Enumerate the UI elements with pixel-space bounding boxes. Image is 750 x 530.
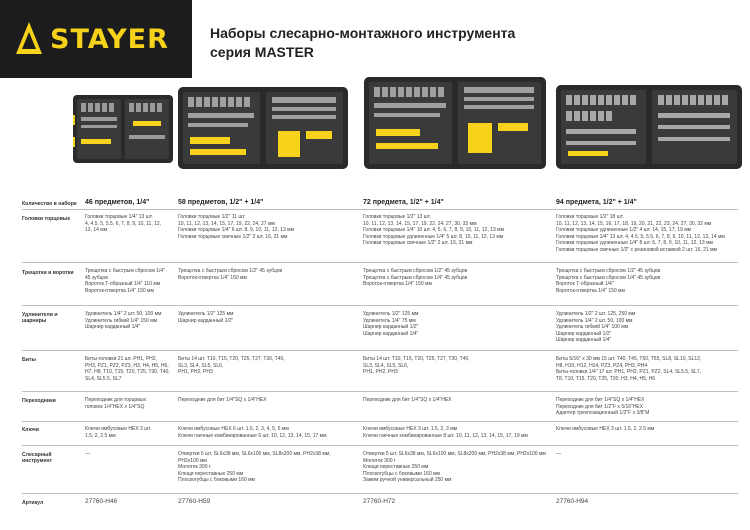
bits-72: Биты 14 шт. T10, T15, T20, T25, T27, T30, T40, SL3, SL4, SL5, SL6, PH1, PH2, PH3 — [363, 356, 470, 376]
bits-46: Биты-головки 21 шт. PH1, PH2, PH3, PZ1, PZ2, PZ3, H3, H4, H5, H6, H7, H8, T10, T15, T20, T25, T30, T40, SL4, SL5.5, SL7 — [85, 356, 170, 382]
sockets-94: Головки торцовые 1/2" 18 шт. 10, 11, 12, 13, 14, 15, 16, 17, 18, 19, 20, 21, 22, 23, 24, 27, 30, 32 мм Головки торцовые удлиненные 1/2" 4 шт. 14, 15, 17, 19 мм Головки торцовые 1/4" 13 шт. 4, 4.5, 5, 5.5, 6, 7, 8, 9, 10, 11, 12, 13, 14 мм Головки торцовые удлиненные 1/4" 8 шт. 6, 7, 8, 9, 10, 11, 12, 13 мм Головки торцовые свечные 1/2" с резиновой вставкой 2 шт. 16, 21 мм — [556, 214, 725, 253]
bits-58: Биты 14 шт. T10, T15, T20, T25, T27, T30, T40, SL3, SL4, SL5, SL6, PH1, PH2, PH3 — [178, 356, 285, 376]
row-label-sockets: Головки торцовые — [22, 216, 71, 222]
ratchets-46: Трещотка с быстрым сбросом 1/4" 45 зубцов Вороток Т-образный 1/4" 110 мм Вороток-отвертка 1/4" 150 мм — [85, 268, 165, 294]
ratchets-72: Трещотка с быстрым сбросом 1/2" 45 зубцов Трещотка с быстрым сбросом 1/4" 45 зубцов Вороток-отвертка 1/4" 150 мм — [363, 268, 468, 288]
adapters-46: Переходник для торцовых головок 1/4"HEX x 1/4"SQ — [85, 397, 147, 410]
set-title-46: 46 предметов, 1/4" — [85, 199, 150, 206]
row-divider — [22, 305, 738, 306]
sockets-58: Головки торцовые 1/2" 11 шт. 10, 11, 12, 13, 14, 15, 17, 19, 22, 24, 27 мм Головки торцовые 1/4" 6 шт. 8, 9, 10, 11, 12, 13 мм Головки торцовые свечные 1/2" 2 шт. 16, 21 мм — [178, 214, 295, 240]
set-title-72: 72 предмета, 1/2" + 1/4" — [363, 199, 444, 206]
set-title-58: 58 предметов, 1/2" + 1/4" — [178, 199, 264, 206]
ratchets-94: Трещотка с быстрым сбросом 1/2" 45 зубцов Трещотка с быстрым сбросом 1/4" 45 зубцов Вороток Т-образный 1/4" Вороток-отвертка 1/4" 150 мм — [556, 268, 661, 294]
row-divider — [22, 421, 738, 422]
case-image-72 — [364, 77, 546, 169]
case-image-58 — [178, 87, 348, 169]
row-label-adapters: Переходники — [22, 398, 56, 404]
brand-name: STAYER — [50, 24, 169, 55]
tools-72: Отвертки 5 шт. SL6x38 мм, SL6x100 мм, SL8x200 мм, PH2x38 мм, PH2x100 мм Молоток 300 г Клещи переставные 250 мм Плоскогубцы с боковыми 160 мм Зажим ручной универсальный 250 мм — [363, 451, 546, 484]
keys-72: Ключи имбусовые HEX 3 шт. 1.5, 2, 3 мм Ключи гаечные комбинированные 8 шт. 10, 11, 12, 13, 14, 15, 17, 19 мм — [363, 426, 528, 439]
page-title: Наборы слесарно-монтажного инструмента серия MASTER — [210, 25, 516, 60]
keys-58: Ключи имбусовые HEX 6 шт. 1.5, 2, 3, 4, 5, 6 мм Ключи гаечные комбинированные 6 шт. 10, 12, 13, 14, 15, 17 мм — [178, 426, 327, 439]
row-label-keys: Ключи — [22, 427, 39, 433]
keys-46: Ключи имбусовые HEX 3 шт. 1.5, 2, 2.5 мм — [85, 426, 152, 439]
row-divider — [22, 262, 738, 263]
set-title-94: 94 предмета, 1/2" + 1/4" — [556, 199, 637, 206]
adapters-94: Переходник для бит 1/4"SQ x 1/4"HEX Переходник для бит 1/2"F x 5/16"HEX Адаптер трехпозиционный 1/2"F x 3/8"M — [556, 397, 650, 417]
ratchets-58: Трещотка с быстрым сбросом 1/2" 45 зубцов Вороток-отвертка 1/4" 150 мм — [178, 268, 283, 281]
article-58: 27760-H59 — [178, 498, 211, 505]
extensions-72: Удлинитель 1/2" 125 мм Удлинитель 1/4" 75 мм Шарнир карданный 1/2" Шарнир карданный 1/4" — [363, 311, 419, 337]
extensions-46: Удлинитель 1/4" 2 шт. 50, 100 мм Удлинитель гибкий 1/4" 150 мм Шарнир карданный 1/4" — [85, 311, 162, 331]
stayer-triangle-icon — [16, 22, 42, 54]
article-94: 27760-H94 — [556, 498, 589, 505]
extensions-58: Удлинитель 1/2" 125 мм Шарнир карданный 1/2" — [178, 311, 234, 324]
row-label-article: Артикул — [22, 500, 44, 506]
row-label-extensions: Удлинители и шарниры — [22, 312, 58, 325]
extensions-94: Удлинитель 1/2" 2 шт. 125, 250 мм Удлинитель 1/4" 2 шт. 50, 100 мм Удлинитель гибкий 1/4" 100 мм Шарнир карданный 1/2" Шарнир карданный 1/4" — [556, 311, 636, 344]
bits-94: Биты 5/16" x 30 мм 15 шт. T40, T45, T50, T55, SL8, SL10, SL12, H8, H10, H12, H14, PZ3, PZ4, PH3, PH4 Биты-головки 1/4" 17 шт. PH1, PH2, PZ1, PZ2, SL4, SL5.5, SL7, T8, T10, T15, T20, T25, T30, H3, H4, H5, H6 — [556, 356, 702, 382]
adapters-72: Переходник для бит 1/4"SQ x 1/4"HEX — [363, 397, 452, 403]
tools-94: — — [556, 451, 561, 457]
adapters-58: Переходник для бит 1/4"SQ x 1/4"HEX — [178, 397, 267, 403]
brand-logo — [0, 0, 192, 78]
case-image-94 — [556, 85, 742, 169]
row-label-ratchets: Трещотки и воротки — [22, 270, 74, 276]
row-divider — [22, 350, 738, 351]
row-divider — [22, 209, 738, 210]
tools-46: — — [85, 451, 90, 457]
sockets-46: Головки торцовые 1/4" 13 шт. 4, 4.5, 5, 5.5, 6, 7, 8, 9, 10, 11, 12, 13, 14 мм — [85, 214, 162, 234]
case-image-46 — [73, 95, 173, 163]
row-label-bits: Биты — [22, 357, 36, 363]
row-divider — [22, 445, 738, 446]
sockets-72: Головки торцовые 1/2" 13 шт. 10, 11, 12, 13, 14, 15, 17, 19, 22, 24, 27, 30, 32 мм Головки торцовые 1/4" 10 шт. 4, 5, 6, 7, 8, 9, 10, 11, 12, 13 мм Головки торцовые удлиненные 1/4" 5 шт. 8, 10, 11, 12, 13 мм Головки торцовые свечные 1/2" 2 шт. 16, 21 мм — [363, 214, 505, 247]
row-label-count: Количество в наборе — [22, 201, 77, 207]
keys-94: Ключи имбусовые HEX 3 шт. 1.5, 2, 2.5 мм — [556, 426, 655, 432]
tools-58: Отвертки 5 шт. SL6x38 мм, SL6x100 мм, SL8x200 мм, PH2x38 мм, PH2x100 мм Молоток 300 г Клещи переставные 250 мм Плоскогубцы с боковыми 160 мм — [178, 451, 331, 484]
row-label-tools: Слесарный инструмент — [22, 452, 53, 465]
row-divider — [22, 391, 738, 392]
article-46: 27760-H46 — [85, 498, 118, 505]
article-72: 27760-H72 — [363, 498, 396, 505]
row-divider — [22, 493, 738, 494]
